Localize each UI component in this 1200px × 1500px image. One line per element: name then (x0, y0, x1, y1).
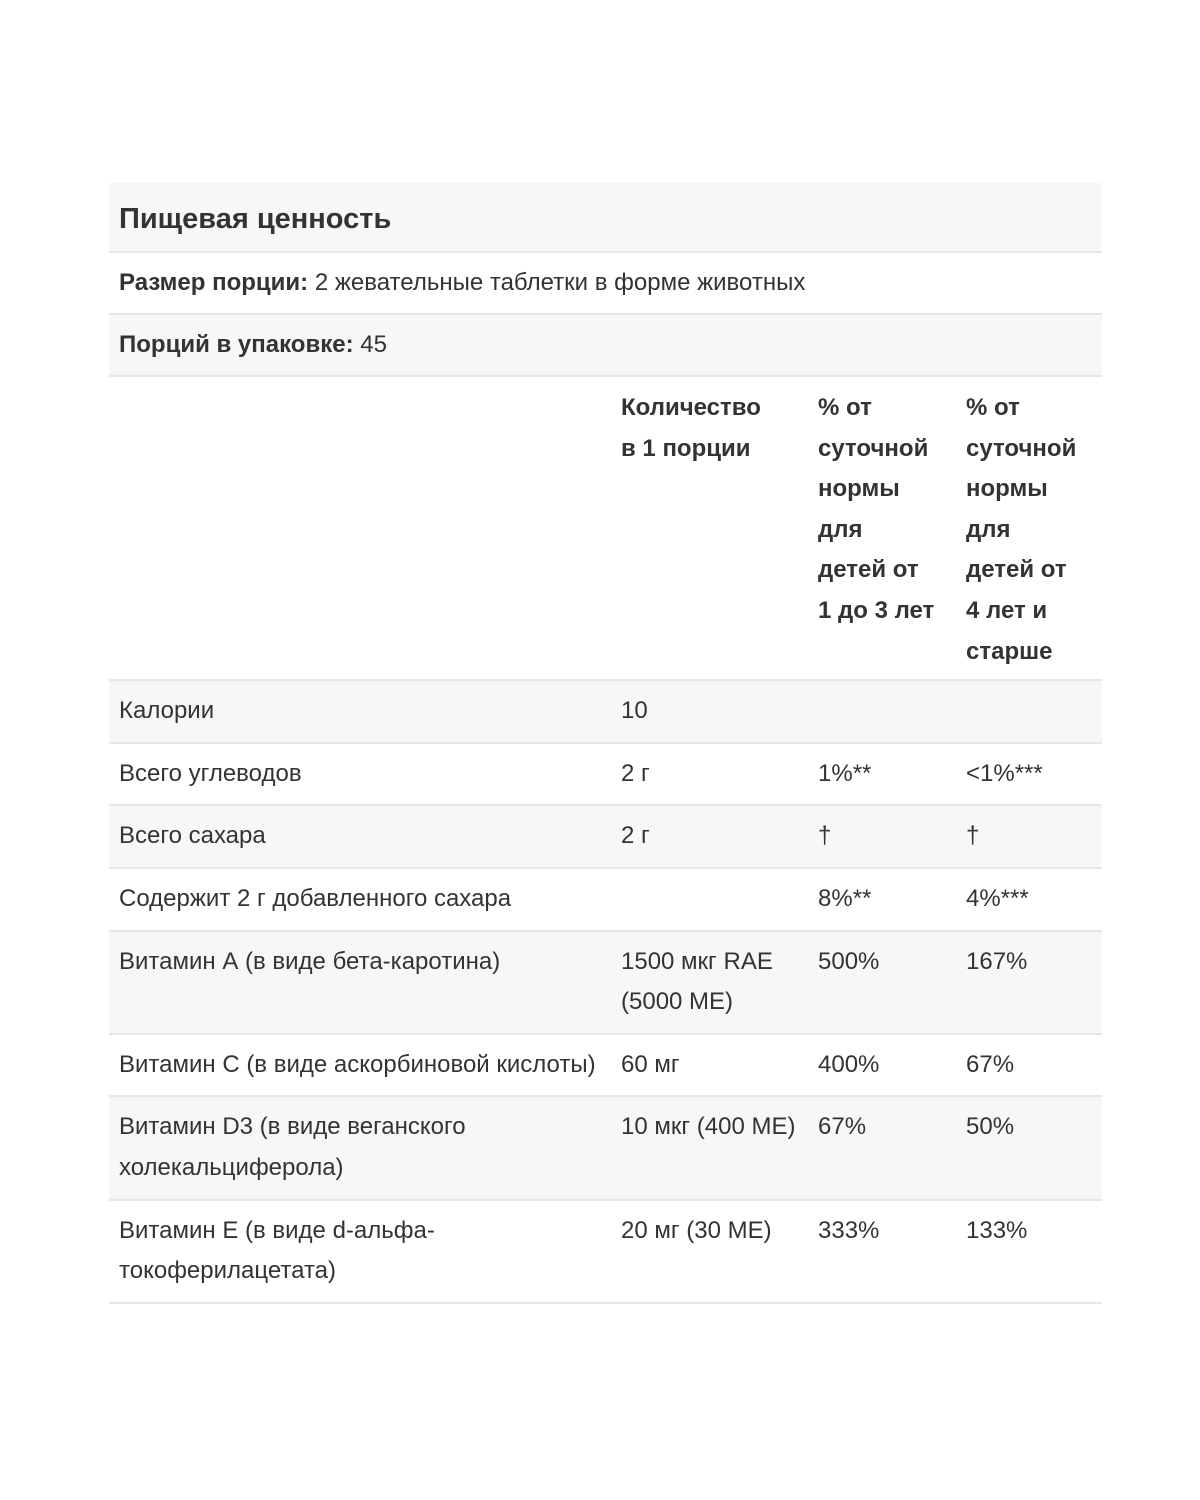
header-dv-1-3-line: для (818, 515, 863, 543)
cell-dv-1-3: 400% (808, 1034, 956, 1097)
table-row (109, 1034, 1102, 1097)
header-dv-1-3-line: нормы (818, 475, 900, 503)
header-nutrient (109, 377, 611, 680)
cell-nutrient: Всего сахара (109, 805, 611, 868)
cell-amount: 10 мкг (400 МЕ) (611, 1096, 808, 1199)
cell-dv-4-plus: 4%*** (956, 868, 1102, 931)
header-amount-line: в 1 порции (621, 434, 751, 462)
cell-amount: 2 г (611, 743, 808, 806)
header-dv-4-plus-line: % от (966, 394, 1020, 421)
cell-dv-1-3: † (808, 805, 956, 868)
nutrition-panel (109, 183, 1102, 1304)
header-dv-1-3-line: 1 до 3 лет (818, 596, 935, 624)
cell-amount (611, 868, 808, 931)
nutrition-table (109, 377, 1102, 1304)
cell-nutrient: Всего углеводов (109, 743, 611, 806)
cell-dv-1-3: 500% (808, 931, 956, 1034)
table-row (109, 1200, 1102, 1303)
cell-nutrient: Витамин А (в виде бета-каротина) (109, 931, 611, 1034)
cell-dv-4-plus: 133% (956, 1200, 1102, 1303)
cell-nutrient: Витамин С (в виде аскорбиновой кислоты) (109, 1034, 611, 1097)
cell-amount: 10 (611, 680, 808, 743)
header-dv-1-3-line: детей от (818, 556, 919, 584)
header-dv-1-3 (808, 377, 956, 680)
cell-dv-4-plus: 167% (956, 931, 1102, 1034)
servings-label: Порций в упаковке: (119, 331, 354, 358)
cell-amount: 1500 мкг RAE (5000 МЕ) (611, 931, 808, 1034)
table-row (109, 931, 1102, 1034)
cell-amount: 2 г (611, 805, 808, 868)
table-row (109, 868, 1102, 931)
table-row (109, 743, 1102, 806)
cell-nutrient: Витамин D3 (в виде веганского холекальциферола) (109, 1096, 611, 1199)
cell-dv-4-plus (956, 680, 1102, 743)
cell-dv-4-plus: <1%*** (956, 743, 1102, 806)
table-header-row (109, 377, 1102, 680)
cell-dv-1-3: 333% (808, 1200, 956, 1303)
cell-nutrient: Витамин Е (в виде d-альфа-токоферилацетата) (109, 1200, 611, 1303)
cell-nutrient: Содержит 2 г добавленного сахара (109, 868, 611, 931)
header-dv-4-plus-line: нормы (966, 475, 1048, 503)
header-dv-4-plus-line: 4 лет и (966, 596, 1048, 624)
cell-amount: 20 мг (30 МЕ) (611, 1200, 808, 1303)
header-dv-4-plus-line: суточной (966, 434, 1077, 462)
title-row (109, 183, 1102, 253)
table-row (109, 680, 1102, 743)
panel-title: Пищевая ценность (119, 202, 392, 235)
cell-amount: 60 мг (611, 1034, 808, 1097)
cell-nutrient: Калории (109, 680, 611, 743)
servings-per-container-row (109, 315, 1102, 377)
serving-size-row (109, 253, 1102, 315)
header-dv-1-3-line: % от (818, 394, 872, 421)
cell-dv-4-plus: 67% (956, 1034, 1102, 1097)
header-dv-4-plus-line: старше (966, 637, 1053, 665)
serving-size-value: 2 жевательные таблетки в форме животных (308, 269, 806, 296)
header-dv-4-plus-line: детей от (966, 556, 1067, 584)
servings-value: 45 (353, 331, 387, 358)
table-row (109, 805, 1102, 868)
table-row (109, 1096, 1102, 1199)
cell-dv-1-3 (808, 680, 956, 743)
cell-dv-1-3: 8%** (808, 868, 956, 931)
serving-size-label: Размер порции: (119, 269, 309, 296)
cell-dv-1-3: 67% (808, 1096, 956, 1199)
cell-dv-1-3: 1%** (808, 743, 956, 806)
cell-dv-4-plus: † (956, 805, 1102, 868)
header-dv-1-3-line: суточной (818, 434, 929, 462)
cell-dv-4-plus: 50% (956, 1096, 1102, 1199)
header-amount-line: Количество (621, 394, 761, 421)
header-amount (611, 377, 808, 680)
header-dv-4-plus (956, 377, 1102, 680)
header-dv-4-plus-line: для (966, 515, 1011, 543)
